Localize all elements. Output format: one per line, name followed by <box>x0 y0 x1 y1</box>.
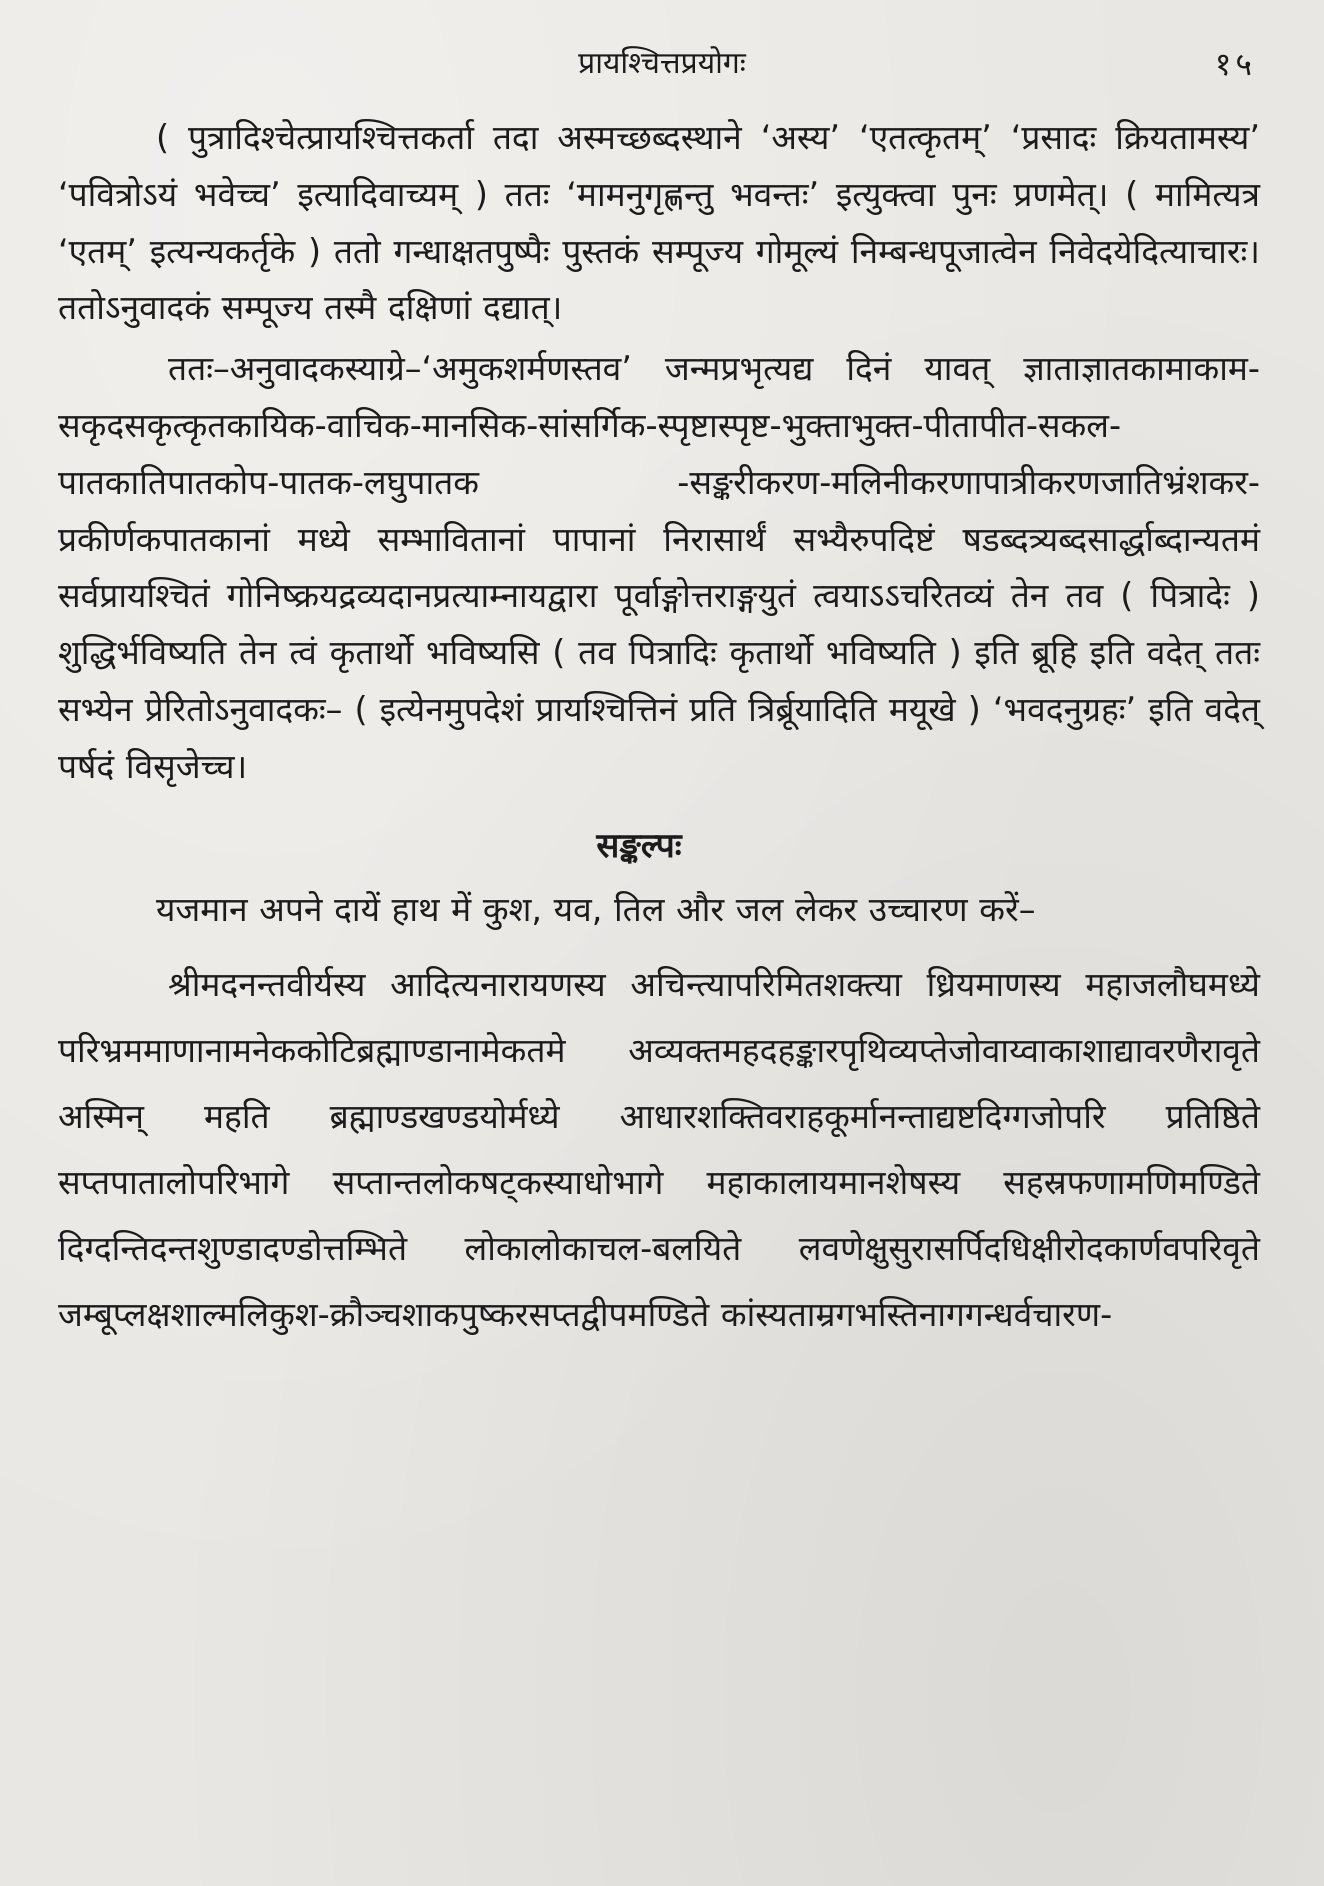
section-heading-sankalpa: सङ्कल्पः <box>596 825 682 866</box>
running-header <box>58 38 1260 90</box>
paragraph-anuvadaka-instructions: ततः–अनुवादकस्याग्रे–‘अमुकशर्मणस्तव’ जन्मप्रभृत्यद्य दिनं यावत् ज्ञाताज्ञातकामाकाम-सकृदसकृत्कृतकायिक-वाचिक-मानसिक-सांसर्गिक-स्पृष्टास्पृष्ट-भुक्ताभुक्त-पीतापीत-सकल-पातकातिपातकोप-पातक-लघुपातक -सङ्करीकरण-मलिनीकरणापात्रीकरणजातिभ्रंशकर-प्रकीर्णकपातकानां मध्ये सम्भावितानां पापानां निरासार्थं सभ्यैरुपदिष्टं षडब्दत्र्यब्दसार्द्धाब्दान्यतमं सर्वप्रायश्चितं गोनिष्क्रयद्रव्यदानप्रत्याम्नायद्वारा पूर्वाङ्गोत्तराङ्गयुतं त्वयाऽऽचरितव्यं तेन तव ( पित्रादेः ) शुद्धिर्भविष्यति तेन त्वं कृतार्थो भविष्यसि ( तव पित्रादिः कृतार्थो भविष्यति ) इति ब्रूहि इति वदेत् ततः सभ्येन प्रेरितोऽनुवादकः– ( इत्येनमुपदेशं प्रायश्चित्तिनं प्रति त्रिर्ब्रूयादिति मयूखे ) ‘भवदनुग्रहः’ इति वदेत् पर्षदं विसृजेच्च। <box>58 349 1260 786</box>
paragraph-yajamana-instruction: यजमान अपने दायें हाथ में कुश, यव, तिल और जल लेकर उच्चारण करें– <box>156 889 1036 929</box>
running-title: प्रायश्चित्तप्रयोगः <box>578 46 746 81</box>
paragraph-sankalpa-text: श्रीमदनन्तवीर्यस्य आदित्यनारायणस्य अचिन्त्यापरिमितशक्त्या ध्रियमाणस्य महाजलौघमध्ये परिभ्रममाणानामनेककोटिब्रह्माण्डानामेकतमे अव्यक्तमहदहङ्कारपृथिव्यप्तेजोवाय्वाकाशाद्यावरणैरावृते अस्मिन् महति ब्रह्माण्डखण्डयोर्मध्ये आधारशक्तिवराहकूर्मानन्ताद्यष्टदिग्गजोपरि प्रतिष्ठिते सप्तपातालोपरिभागे सप्तान्तलोकषट्कस्याधोभागे महाकालायमानशेषस्य सहस्रफणामणिमण्डिते दिग्दन्तिदन्तशुण्डादण्डोत्तम्भिते लोकालोकाचल-बलयिते लवणेक्षुसुरासर्पिदधिक्षीरोदकार्णवपरिवृते जम्बूप्लक्षशाल्मलिकुश-क्रौञ्चशाकपुष्करसप्तद्वीपमण्डिते कांस्यताम्रगभस्तिनागगन्धर्वचारण- <box>58 965 1260 1335</box>
paragraph-prasad-instructions: ( पुत्रादिश्चेत्प्रायश्चित्तकर्ता तदा अस्मच्छब्दस्थाने ‘अस्य’ ‘एतत्कृतम्’ ‘प्रसादः क्रियतामस्य’ ‘पवित्रोऽयं भवेच्च’ इत्यादिवाच्यम् ) ततः ‘मामनुगृह्णन्तु भवन्तः’ इत्युक्त्वा पुनः प्रणमेत्। ( मामित्यत्र ‘एतम्’ इत्यन्यकर्तृके ) ततो गन्धाक्षतपुष्पैः पुस्तकं सम्पूज्य गोमूल्यं निम्बन्धपूजात्वेन निवेदयेदित्याचारः। ततोऽनुवादकं सम्पूज्य तस्मै दक्षिणां दद्यात्। <box>58 118 1260 328</box>
page-number: १५ <box>1214 45 1256 83</box>
